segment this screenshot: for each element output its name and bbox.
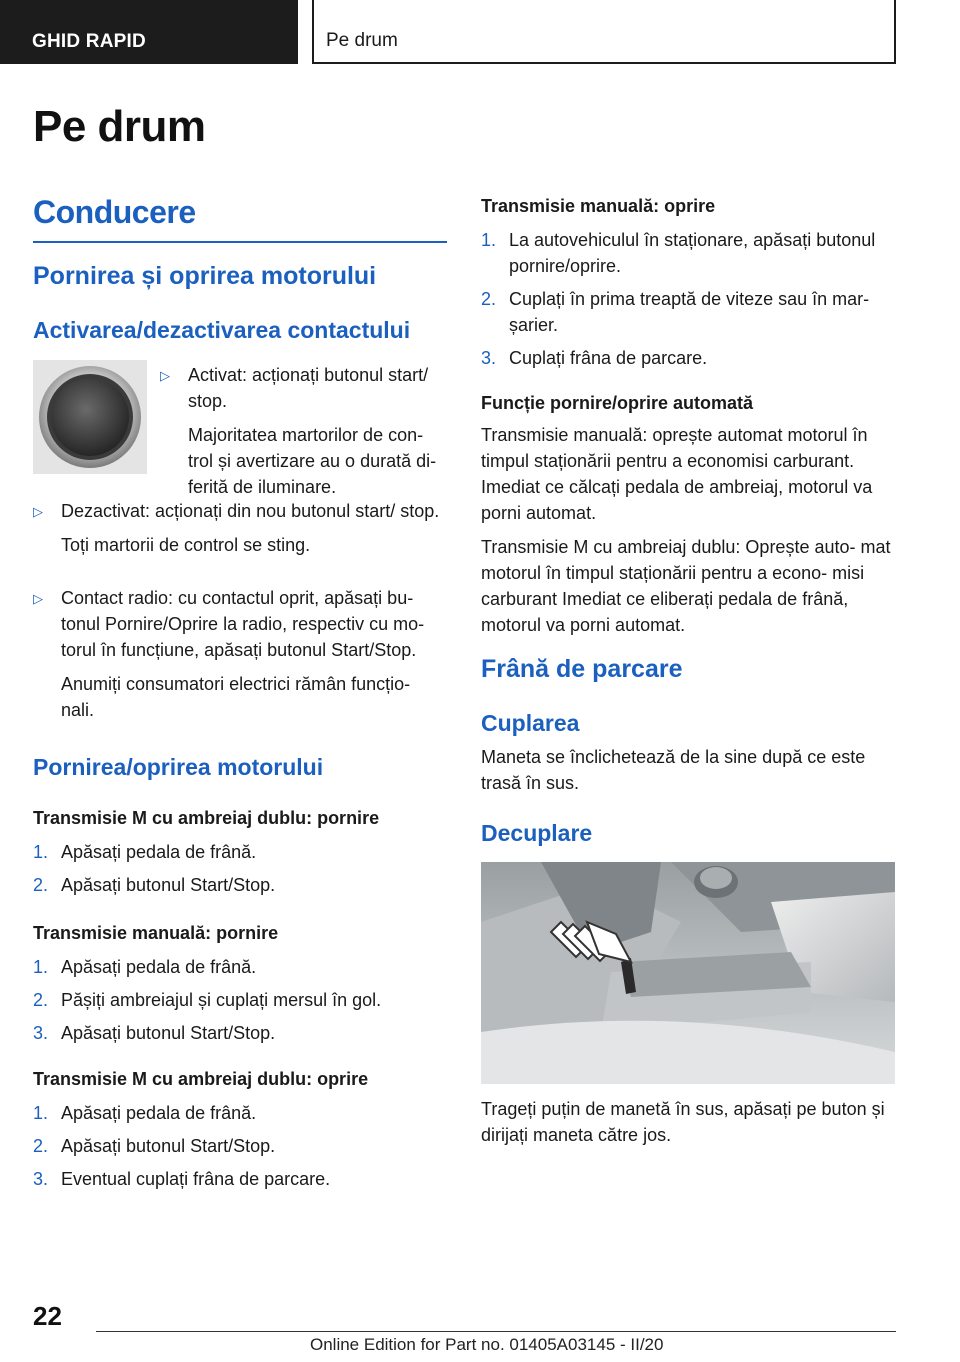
bullet-text: Dezactivat: acționați din nou butonul start/ stop. bbox=[61, 501, 440, 521]
auto-start-stop-section bbox=[481, 393, 895, 638]
heading-parking-brake: Frână de parcare bbox=[481, 655, 683, 683]
list-item: 2. Apăsați butonul Start/Stop. bbox=[33, 1136, 276, 1156]
list-item: 3. Eventual cuplați frâna de parcare. bbox=[33, 1169, 331, 1189]
release-paragraph: Trageți puțin de manetă în sus, apăsați pe buton și dirijați maneta către jos. bbox=[481, 1099, 885, 1145]
list-item: 2. Apăsați butonul Start/Stop. bbox=[33, 875, 276, 895]
procedure-title: Transmisie M cu ambreiaj dublu: pornire bbox=[33, 808, 380, 828]
list-item: 2. Pășiți ambreiajul și cuplați mersul în gol. bbox=[33, 990, 382, 1010]
list-item: 2. Cuplați în prima treaptă de viteze sau în mar- șarier. bbox=[481, 289, 870, 335]
auto-paragraph-manual: Transmisie manuală: oprește automat motorul în timpul staționării pentru a economisi carburant. Imediat ce călcați pedala de ambreiaj, motorul va porni automat. bbox=[481, 425, 873, 523]
bullet-text: Contact radio: cu contactul oprit, apăsați bu- tonul Pornire/Oprire la radio, respectiv cu mo- torul în funcțiune, apăsați butonul Start/Stop. bbox=[61, 588, 425, 660]
list-item: 1. Apăsați pedala de frână. bbox=[33, 842, 257, 862]
bullet-radio bbox=[33, 585, 447, 723]
header-chapter-label: Pe drum bbox=[326, 30, 398, 51]
footer-divider bbox=[96, 1331, 896, 1332]
footer-edition: Online Edition for Part no. 01405A03145 - II/20 bbox=[310, 1335, 664, 1354]
bullet-activated bbox=[160, 362, 447, 500]
header-section-label: GHID RAPID bbox=[32, 31, 146, 52]
list-item: 3. Apăsați butonul Start/Stop. bbox=[33, 1023, 276, 1043]
procedure-title: Transmisie manuală: oprire bbox=[481, 196, 716, 216]
list-item: 1. La autovehiculul în staționare, apăsați butonul pornire/oprire. bbox=[481, 230, 876, 276]
heading-divider bbox=[33, 241, 447, 243]
list-item: 1. Apăsați pedala de frână. bbox=[33, 1103, 257, 1123]
bullet-subtext: Anumiți consumatori electrici rămân funcțio- nali. bbox=[61, 674, 411, 720]
start-stop-button-image bbox=[33, 360, 147, 474]
heading-engine: Pornirea/oprirea motorului bbox=[33, 754, 324, 780]
procedure-m-start bbox=[33, 808, 447, 905]
list-item: 1. Apăsați pedala de frână. bbox=[33, 957, 257, 977]
procedure-title: Transmisie manuală: pornire bbox=[33, 923, 279, 943]
auto-paragraph-m: Transmisie M cu ambreiaj dublu: Oprește auto- mat motorul în timpul staționării pentru a econo- misi carburant Imediat ce eliberați pedala de frână, motorul va porni automat. bbox=[481, 537, 891, 635]
procedure-m-stop bbox=[33, 1069, 447, 1199]
parking-brake-lever-icon bbox=[481, 862, 895, 1084]
header-chapter-box bbox=[312, 0, 896, 64]
triangle-bullet-icon: ▷ bbox=[33, 504, 43, 519]
bullet-subtext: Toți martorii de control se sting. bbox=[61, 535, 311, 555]
engage-paragraph: Maneta se înclichetează de la sine după ce este trasă în sus. bbox=[481, 747, 866, 793]
list-item: 3. Cuplați frâna de parcare. bbox=[481, 348, 708, 368]
header-section-tab bbox=[0, 0, 298, 64]
auto-start-stop-title: Funcție pornire/oprire automată bbox=[481, 393, 754, 413]
parking-brake-image bbox=[481, 862, 895, 1084]
procedure-title: Transmisie M cu ambreiaj dublu: oprire bbox=[33, 1069, 369, 1089]
procedure-manual-stop bbox=[481, 196, 895, 378]
triangle-bullet-icon: ▷ bbox=[33, 591, 43, 606]
subsection-heading: Pornirea și oprirea motorului bbox=[33, 262, 377, 290]
bullet-text: Activat: acționați butonul start/ stop. bbox=[188, 365, 429, 411]
bullet-subtext: Majoritatea martorilor de con- trol și avertizare au o durată di- ferită de iluminare. bbox=[188, 425, 437, 497]
start-stop-button-icon bbox=[33, 360, 147, 474]
heading-contact: Activarea/dezactivarea contactului bbox=[33, 317, 411, 343]
section-heading-conducere: Conducere bbox=[33, 194, 196, 230]
page-title: Pe drum bbox=[33, 102, 206, 151]
heading-engage: Cuplarea bbox=[481, 710, 580, 736]
triangle-bullet-icon: ▷ bbox=[160, 368, 170, 383]
heading-release: Decuplare bbox=[481, 820, 593, 846]
page-number: 22 bbox=[33, 1301, 62, 1331]
procedure-manual-start bbox=[33, 923, 447, 1053]
bullet-deactivated bbox=[33, 498, 447, 558]
